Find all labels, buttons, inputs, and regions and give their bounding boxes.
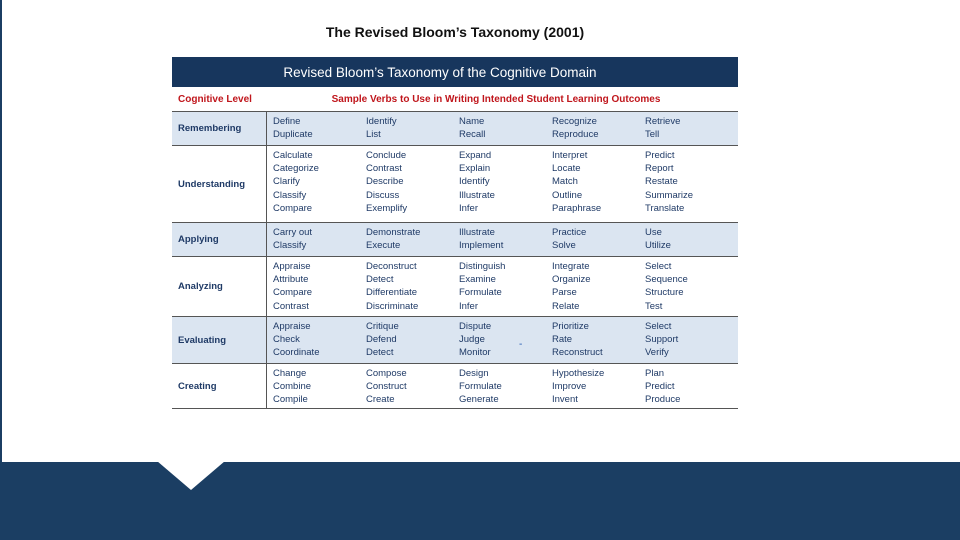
verb-column (645, 260, 738, 316)
verb-item: Compare (273, 202, 313, 214)
verb-column (366, 367, 459, 408)
verb-columns (267, 257, 738, 316)
table-row-understanding (172, 145, 738, 222)
verb-item: Detect (366, 347, 394, 359)
verb-column (552, 367, 645, 408)
table-row-evaluating (172, 316, 738, 363)
verb-item: Summarize (645, 189, 694, 201)
verb-item: Detect (366, 274, 394, 286)
header-sample-verbs: Sample Verbs to Use in Writing Intended Student Learning Outcomes (331, 93, 661, 105)
verb-columns (267, 317, 738, 363)
table-row-applying (172, 222, 738, 256)
verb-item: Contrast (273, 300, 309, 312)
verb-item: Improve (552, 381, 587, 393)
verb-item: Discriminate (366, 300, 419, 312)
verb-item: Support (645, 334, 679, 346)
verb-item: Carry out (273, 227, 313, 238)
verb-item: Compile (273, 394, 308, 406)
verb-column (459, 226, 552, 256)
verb-item: Demonstrate (366, 227, 421, 238)
verb-column (552, 320, 645, 363)
verb-item: Create (366, 394, 395, 406)
table-row-creating (172, 363, 738, 409)
verb-item: Monitor (459, 347, 491, 359)
verb-column (552, 226, 645, 256)
verb-item: Translate (645, 202, 685, 214)
verb-columns (267, 112, 738, 145)
cognitive-level-label: Creating (172, 364, 267, 408)
verb-item: Retrieve (645, 116, 681, 127)
verb-item: Plan (645, 368, 665, 379)
verb-item: Explain (459, 163, 491, 175)
table-header-row (172, 87, 738, 111)
taxonomy-table (172, 57, 738, 409)
verb-columns (267, 364, 738, 408)
verb-column (645, 149, 738, 222)
verb-item: Judge (459, 334, 485, 346)
header-cognitive-level: Cognitive Level (178, 93, 252, 105)
verb-item: Relate (552, 300, 580, 312)
verb-item: Appraise (273, 321, 311, 332)
verb-item: Verify (645, 347, 669, 359)
verb-item: Coordinate (273, 347, 320, 359)
verb-item: Predict (645, 381, 675, 393)
stray-dash-mark: - (519, 339, 523, 350)
verb-column (273, 320, 366, 363)
verb-item: Report (645, 163, 674, 175)
verb-item: Classify (273, 240, 307, 252)
verb-column (552, 260, 645, 316)
verb-item: Combine (273, 381, 312, 393)
verb-item: Integrate (552, 261, 590, 272)
verb-item: Classify (273, 189, 307, 201)
verb-column (366, 149, 459, 222)
verb-column (459, 320, 552, 363)
verb-item: Define (273, 116, 301, 127)
verb-item: Illustrate (459, 189, 495, 201)
verb-item: Prioritize (552, 321, 589, 332)
verb-item: Locate (552, 163, 581, 175)
verb-item: Sequence (645, 274, 688, 286)
verb-item: Formulate (459, 381, 502, 393)
verb-item: Illustrate (459, 227, 495, 238)
verb-item: Clarify (273, 176, 300, 188)
left-accent-rule (0, 0, 2, 462)
verb-item: Infer (459, 202, 479, 214)
verb-item: Describe (366, 176, 404, 188)
verb-item: Expand (459, 150, 492, 161)
verb-item: Contrast (366, 163, 402, 175)
cognitive-level-label: Applying (172, 223, 267, 256)
verb-item: Paraphrase (552, 202, 602, 214)
cognitive-level-label: Remembering (172, 112, 267, 145)
table-row-remembering (172, 111, 738, 145)
cognitive-level-label: Understanding (172, 146, 267, 222)
verb-item: Categorize (273, 163, 319, 175)
verb-item: Formulate (459, 287, 502, 299)
verb-item: Solve (552, 240, 576, 252)
verb-item: Exemplify (366, 202, 408, 214)
verb-item: Distinguish (459, 261, 506, 272)
verb-item: Reconstruct (552, 347, 603, 359)
verb-item: Interpret (552, 150, 588, 161)
verb-item: Structure (645, 287, 684, 299)
footer-band (0, 462, 960, 540)
verb-item: Design (459, 368, 489, 379)
verb-item: Name (459, 116, 485, 127)
verb-item: Duplicate (273, 129, 313, 141)
verb-column (645, 226, 738, 256)
verb-item: Practice (552, 227, 587, 238)
verb-item: Organize (552, 274, 591, 286)
verb-item: Parse (552, 287, 577, 299)
table-row-analyzing (172, 256, 738, 316)
verb-column (459, 115, 552, 145)
verb-column (366, 115, 459, 145)
verb-item: Defend (366, 334, 397, 346)
verb-item: Reproduce (552, 129, 599, 141)
verb-item: Differentiate (366, 287, 418, 299)
verb-column (273, 367, 366, 408)
verb-column (645, 320, 738, 363)
verb-item: Attribute (273, 274, 309, 286)
verb-item: Dispute (459, 321, 492, 332)
verb-item: Compose (366, 368, 407, 379)
verb-item: Utilize (645, 240, 671, 252)
footer-notch (157, 461, 225, 490)
verb-item: Use (645, 227, 662, 238)
verb-item: List (366, 129, 381, 141)
table-body (172, 111, 738, 409)
verb-column (459, 149, 552, 222)
verb-item: Check (273, 334, 300, 346)
verb-column (366, 226, 459, 256)
verb-column (273, 226, 366, 256)
verb-item: Calculate (273, 150, 313, 161)
verb-item: Select (645, 261, 672, 272)
verb-item: Conclude (366, 150, 407, 161)
verb-item: Restate (645, 176, 678, 188)
verb-column (459, 367, 552, 408)
verb-item: Recall (459, 129, 486, 141)
verb-item: Outline (552, 189, 583, 201)
verb-item: Select (645, 321, 672, 332)
verb-item: Appraise (273, 261, 311, 272)
verb-item: Examine (459, 274, 496, 286)
verb-item: Predict (645, 150, 675, 161)
verb-item: Tell (645, 129, 660, 141)
verb-item: Construct (366, 381, 407, 393)
verb-item: Critique (366, 321, 399, 332)
verb-item: Execute (366, 240, 401, 252)
verb-column (273, 260, 366, 316)
verb-column (366, 320, 459, 363)
verb-column (552, 149, 645, 222)
verb-columns (267, 223, 738, 256)
verb-item: Generate (459, 394, 499, 406)
verb-item: Discuss (366, 189, 400, 201)
slide-title: The Revised Bloom’s Taxonomy (2001) (325, 24, 585, 40)
table-banner: Revised Bloom’s Taxonomy of the Cognitive Domain (172, 57, 738, 87)
verb-item: Invent (552, 394, 578, 406)
cognitive-level-label: Evaluating (172, 317, 267, 363)
verb-item: Infer (459, 300, 479, 312)
verb-item: Deconstruct (366, 261, 417, 272)
verb-item: Identify (459, 176, 490, 188)
verb-item: Test (645, 300, 663, 312)
verb-column (273, 149, 366, 222)
verb-item: Match (552, 176, 578, 188)
cognitive-level-label: Analyzing (172, 257, 267, 316)
verb-column (645, 367, 738, 408)
verb-column (459, 260, 552, 316)
verb-item: Compare (273, 287, 313, 299)
verb-item: Rate (552, 334, 573, 346)
verb-item: Change (273, 368, 307, 379)
verb-column (366, 260, 459, 316)
verb-column (552, 115, 645, 145)
verb-item: Recognize (552, 116, 597, 127)
verb-item: Implement (459, 240, 504, 252)
verb-item: Produce (645, 394, 681, 406)
verb-columns (267, 146, 738, 222)
verb-column (645, 115, 738, 145)
verb-item: Hypothesize (552, 368, 605, 379)
verb-item: Identify (366, 116, 397, 127)
verb-column (273, 115, 366, 145)
